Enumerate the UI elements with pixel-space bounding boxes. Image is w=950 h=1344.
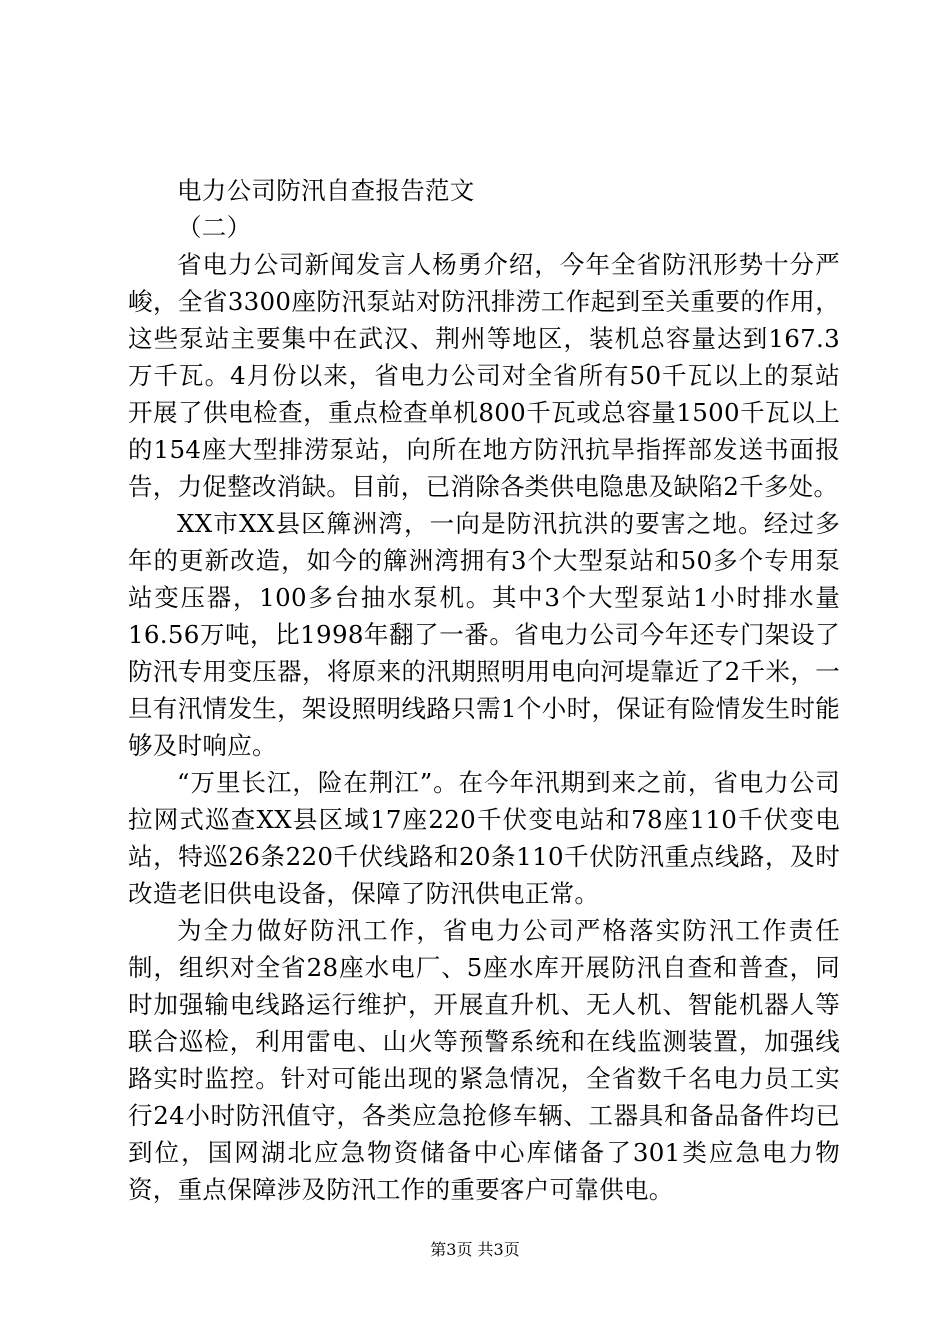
document-title: 电力公司防汛自查报告范文 [177, 176, 475, 205]
paragraph: “万里长江，险在荆江”。在今年汛期到来之前，省电力公司拉网式巡查XX县区域17座220千伏变电站和78座110千伏变电站，特巡26条220千伏线路和20条110千伏防汛重点线路，及时改造老旧供电设备，保障了防汛供电正常。 [128, 768, 840, 908]
document-body [128, 172, 840, 1208]
document-subtitle: （二） [177, 213, 252, 242]
paragraph: 省电力公司新闻发言人杨勇介绍，今年全省防汛形势十分严峻，全省3300座防汛泵站对防汛排涝工作起到至关重要的作用，这些泵站主要集中在武汉、荆州等地区，装机总容量达到167.3万千瓦。4月份以来，省电力公司对全省所有50千瓦以上的泵站开展了供电检查，重点检查单机800千瓦或总容量1500千瓦以上的154座大型排涝泵站，向所在地方防汛抗旱指挥部发送书面报告，力促整改消缺。目前，已消除各类供电隐患及缺陷2千多处。 [128, 250, 840, 501]
page-footer: 第3页 共3页 [430, 1240, 520, 1259]
paragraph: 为全力做好防汛工作，省电力公司严格落实防汛工作责任制，组织对全省28座水电厂、5座水库开展防汛自查和普查，同时加强输电线路运行维护，开展直升机、无人机、智能机器人等联合巡检，利用雷电、山火等预警系统和在线监测装置，加强线路实时监控。针对可能出现的紧急情况，全省数千名电力员工实行24小时防汛值守，各类应急抢修车辆、工器具和备品备件均已到位，国网湖北应急物资储备中心库储备了301类应急电力物资，重点保障涉及防汛工作的重要客户可靠供电。 [128, 916, 840, 1204]
paragraph: XX市XX县区簰洲湾，一向是防汛抗洪的要害之地。经过多年的更新改造，如今的簰洲湾拥有3个大型泵站和50多个专用泵站变压器，100多台抽水泵机。其中3个大型泵站1小时排水量16.56万吨，比1998年翻了一番。省电力公司今年还专门架设了防汛专用变压器，将原来的汛期照明用电向河堤靠近了2千米，一旦有汛情发生，架设照明线路只需1个小时，保证有险情发生时能够及时响应。 [128, 509, 840, 760]
